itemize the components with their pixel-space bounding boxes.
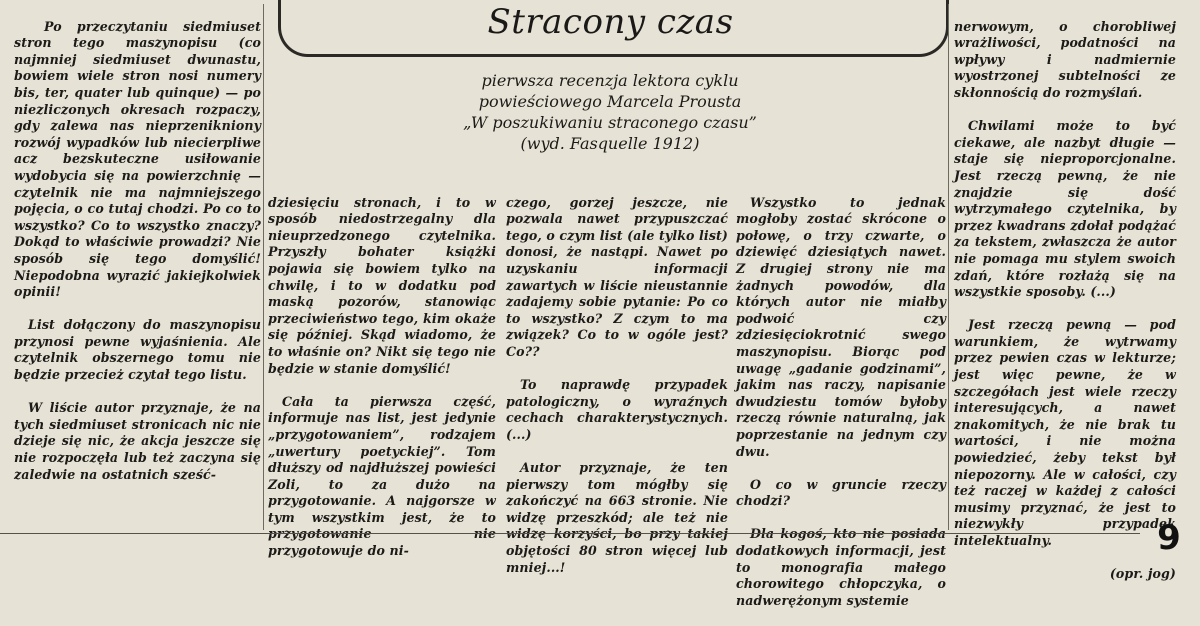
author-signature: (opr. jog): [1109, 566, 1176, 582]
text-column-1: [14, 2, 261, 532]
column-divider-1: [263, 4, 264, 530]
column-divider-2: [948, 4, 949, 530]
page-number: 9: [1157, 518, 1181, 558]
paragraph: czego, gorzej jeszcze, nie pozwala nawet przypuszczać tego, o czym list (ale tylko list) donosi, że nastąpi. Nawet po uzyskaniu informacji zawartych w liście nieustannie zadajemy sobie pytanie: Po co to wszystko? Z czym to ma związek? Co to w ogóle jest? Co??: [506, 194, 728, 359]
paragraph: To naprawdę przypadek patologiczny, o wyraźnych cechach charakterystycznych. (...): [506, 377, 728, 442]
paragraph: Dla kogoś, kto nie posiada dodatkowych informacji, jest to monografia małego chorowitego chłopczyka, o nadwerężonym systemie: [736, 526, 946, 608]
paragraph: Chwilami może to być ciekawe, ale nazbyt długie — staje się nieproporcjonalne. Jest rzeczą pewną, że nie znajdzie się dość wytrzymałego czytelnika, by przez kwadrans zdołał podążać za tekstem, zwłaszcza że autor nie pomaga mu stylem swoich zdań, które rozłażą się na wszystkie sposoby. (...): [954, 118, 1176, 300]
paragraph: Cała ta pierwsza część, informuje nas list, jest jedynie „przygotowaniem”, rodzajem „uwertury poetyckiej”. Tom dłuższy od najdłuższej powieści Zoli, to za dużo na przygotowanie. A najgorsze w tym wszystkim jest, że to przygotowanie nie przygotowuje do ni-: [268, 393, 496, 559]
paragraph: Po przeczytaniu siedmiuset stron tego maszynopisu (co najmniej siedmiuset dwunastu, bowiem wiele stron nosi numery bis, ter, quater lub quinque) — po niezliczonych okresach rozpaczy, gdy zalewa nas nieprzenikniony rozwój wypadków lub niecierpliwe acz bezskuteczne usiłowanie wydobycia się na powierzchnię — czytelnik nie ma najmniejszego pojęcia, o co tutaj chodzi. Po co to wszystko? Co to wszystko znaczy? Dokąd to właściwie prowadzi? Nie sposób się tego domyślić! Niepodobna wyrazić jakiejkolwiek opinii!: [14, 18, 261, 300]
paragraph: O co w gruncie rzeczy chodzi?: [736, 476, 946, 509]
paragraph: List dołączony do maszynopisu przynosi pewne wyjaśnienia. Ale czytelnik obszernego tomu nie będzie przecież czytał tego listu.: [14, 317, 261, 383]
paragraph: nerwowym, o chorobliwej wrażliwości, podatności na wpływy i nadmiernie wyostrzonej subtelności ze skłonnością do rozmyślań.: [954, 18, 1176, 100]
text-column-3: [506, 178, 728, 575]
paragraph: Autor przyznaje, że ten pierwszy tom mógłby się zakończyć na 663 stronie. Nie widzę przeszkód; ale też nie widzę korzyści, bo przy takiej objętości 80 stron więcej lub mniej...!: [506, 460, 728, 575]
paragraph: dziesięciu stronach, i to w sposób niedostrzegalny dla nieuprzedzonego czytelnika. Przyszły bohater książki pojawia się bowiem tylko na chwilę, i to w dodatku pod maską pozorów, stanowiąc przeciwieństwo tego, kim okaże się później. Skąd wiadomo, że to właśnie on? Nikt się tego nie będzie w stanie domyślić!: [268, 194, 496, 376]
footer-rule: [0, 533, 1140, 534]
paragraph: W liście autor przyznaje, że na tych siedmiuset stronicach nic nie dzieje się nic, że akcja jeszcze się nie rozpoczęła lub też zaczyna się zaledwie na ostatnich sześć-: [14, 400, 261, 482]
paragraph: Wszystko to jednak mogłoby zostać skrócone o połowę, o trzy czwarte, o dziewięć dziesiątych nawet. Z drugiej strony nie ma żadnych powodów, dla których autor nie miałby podwoić czy zdziesięciokrotnić swego maszynopisu. Biorąc pod uwagę „gadanie godzinami”, jakim nas raczy, napisanie dwudziestu tomów byłoby rzeczą równie naturalną, jak poprzestanie na jednym czy dwu.: [736, 194, 946, 459]
text-column-4: [736, 178, 946, 608]
text-column-2: [268, 178, 496, 559]
text-column-5: [954, 2, 1176, 582]
article-subtitle: pierwsza recenzja lektora cyklu powieściowego Marcela Prousta „W poszukiwaniu straconego czasu” (wyd. Fasquelle 1912): [463, 71, 757, 153]
article-title: Stracony czas: [487, 2, 734, 42]
paragraph: Jest rzeczą pewną — pod warunkiem, że wytrwamy przez pewien czas w lekturze; jest więc pewne, że w szczegółach jest wiele rzeczy interesujących, a nawet znakomitych, że nie brak tu wartości, i nie można powiedzieć, żeby tekst był niepozorny. Ale w całości, czy też raczej w każdej z całości musimy przyznać, że jest to niezwykły przypadek intelektualny.: [954, 317, 1176, 548]
